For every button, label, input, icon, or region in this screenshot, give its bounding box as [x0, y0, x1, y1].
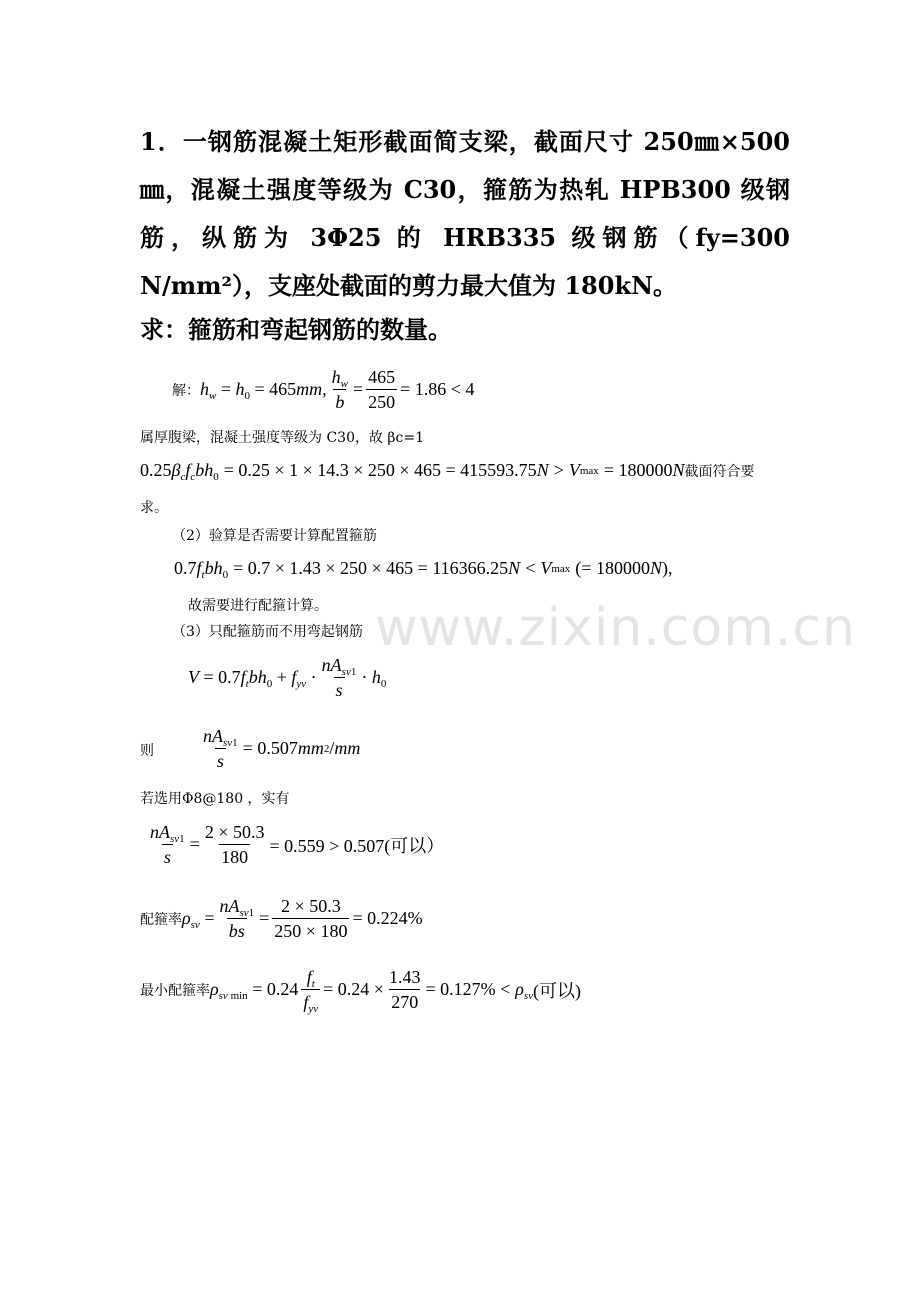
section-check-tail: 求。	[140, 500, 168, 516]
stirrup-choice: 若选用Φ8@180 ，实有	[140, 791, 290, 807]
equation-stirrup-ratio: 配箍率 $\rho_{sv}$ = $\frac{nA_{sv1}}{bs}$ = $\frac{2 \times 50.3}{250 \times 180}$ = 0.224%	[140, 896, 423, 941]
problem-statement: 1．一钢筋混凝土矩形截面简支梁，截面尺寸 250㎜×500㎜，混凝土强度等级为 C30，箍筋为热轧 HPB300 级钢筋，纵筋为 3Φ25 的 HRB335 级钢筋（fy=300 N/mm²），支座处截面的剪力最大值为 180kN。	[140, 127, 790, 300]
equation-required-stirrup: $\frac{nA_{sv1}}{s}$ = 0.507 mm 2 / mm	[203, 726, 361, 771]
then-label: 则	[140, 743, 154, 759]
equation-web-height: 解： $h_w = h_0 = 465mm$, $\frac{h_w}{b}$ = $\frac{465}{250}$ = 1.86 < 4	[172, 367, 475, 412]
equation-shear-formula: $V = 0.7f_tbh_0 + f_{yv}$ · $\frac{nA_{sv1}}{s}$ · $h_0$	[188, 655, 387, 700]
equation-actual-stirrup: $\frac{nA_{sv1}}{s}$ = $\frac{2 \times 50.3}{180}$ = 0.559 > 0.507(可以）	[150, 822, 445, 867]
fraction-hw-b: $\frac{h_w}{b}$	[331, 367, 348, 412]
fraction-465-250: $\frac{465}{250}$	[368, 367, 396, 412]
problem-question: 求：箍筋和弯起钢筋的数量。	[140, 315, 452, 344]
step-2-title: （2）验算是否需要计算配置箍筋	[172, 528, 377, 544]
step-3-title: （3）只配箍筋而不用弯起钢筋	[172, 624, 363, 640]
fraction-nasv1-s: $\frac{nA_{sv1}}{s}$	[321, 655, 357, 700]
equation-min-stirrup-ratio: 最小配箍率 $\rho_{sv min} = 0.24$ $\frac{f_t}{f_{yv}}$ = 0.24 × $\frac{1.43}{270}$ = 0.127% < $\rho_{sv}$ (可以)	[140, 967, 582, 1015]
equation-section-check: $0.25\beta_cf_cbh_0$ = 0.25 × 1 × 14.3 × 250 × 465 = 415593.75 N > V max = 180000 N 截面符合要	[140, 460, 755, 483]
equation-shear-capacity: $0.7f_tbh_0$ = 0.7 × 1.43 × 250 × 465 = 116366.25 N < V max (= 180000 N ),	[174, 558, 673, 581]
watermark: www.zixin.com.cn	[375, 598, 856, 658]
beam-type-note: 属厚腹梁，混凝土强度等级为 C30，故 βc=1	[140, 430, 424, 446]
step-2-conclusion: 故需要进行配箍计算。	[188, 598, 328, 614]
